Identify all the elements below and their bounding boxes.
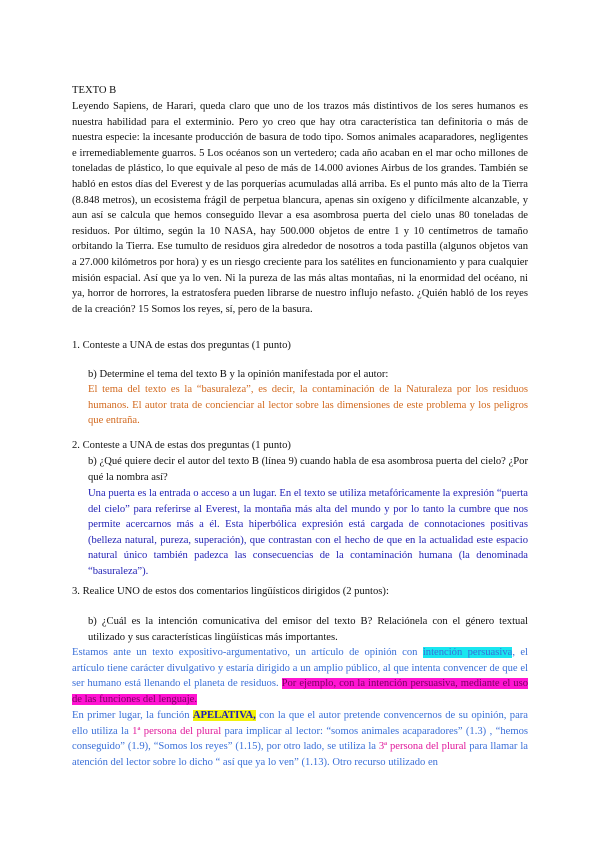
highlight-intencion-persuasiva: intención persuasiva <box>422 647 513 658</box>
p2-text-a: En primer lugar, la función <box>72 710 193 721</box>
p1-text-b: , el artículo tiene carácter divulgativo y estaría dirigido a un amplio público, al que intenta convencer de que el ser humano está llenando el planeta de residuos. <box>72 647 528 690</box>
question-3-answer-paragraph-1 <box>72 645 528 707</box>
question-1-heading: 1. Conteste a UNA de estas dos preguntas (1 punto) <box>72 340 291 351</box>
p1-text-a: Estamos ante un texto expositivo-argumentativo, un artículo de opinión con <box>72 647 423 658</box>
p2-text-b: con la que el autor pretende convencernos de su opinión, para ello utiliza la <box>72 710 528 737</box>
p2-text-c: para implicar al lector: “somos animales acaparadores” (1.3) , “hemos conseguido” (1.9), “Somos los reyes” (1.15), por otro lado, se utiliza la <box>72 725 528 753</box>
texto-b-body: Leyendo Sapiens, de Harari, queda claro que uno de los trazos más distintivos de los seres humanos es nuestra habilidad para el exterminio. Pero yo creo que hay otra característica tan definitoria o más de nuestra especie: la incesante producción de basura de todo tipo. Somos animales acaparadores, negligentes e irremediablemente guarros. 5 Los océanos son un vertedero; cada año acaban en el mar ocho millones de toneladas de plástico, lo que equivale al peso de más de 14.000 aviones Airbus de los grandes. También se habló en estos días del Everest y de las porquerías acumuladas allá arriba. Es el punto más alto de la Tierra (8.848 metros), un ecosistema frágil de perpetua blancura, apenas sin oxígeno y difícilmente alcanzable, y aun así se calcula que hemos conseguido llevar a esa asombrosa puerta del cielo unas 80 toneladas de residuos. Por último, según la 10 NASA, hay 500.000 objetos de entre 1 y 10 centímetros de tamaño orbitando la Tierra. Ese tumulto de residuos gira alrededor de nosotros a toda pastilla (algunos objetos van a 27.000 kilómetros por hora) y es un riesgo creciente para los satélites en funcionamiento y para cualquier misión espacial. Así que ya lo ven. Ni la pureza de las más altas montañas, ni la enormidad del océano, ni ya, horror de horrores, la estratosfera pueden librarse de nuestro influjo nefasto. ¿Quién habló de los reyes de la creación? 15 Somos los reyes, sí, pero de la basura. <box>72 101 528 315</box>
highlight-magenta-note: Por ejemplo, con la intención persuasiva, mediante el uso de las funciones del lenguaje. <box>72 678 528 705</box>
pink-primera-persona-plural: 1ª persona del plural <box>132 725 222 737</box>
pink-tercera-persona-plural: 3ª persona del plural <box>378 741 467 753</box>
highlight-apelativa: APELATIVA, <box>192 710 256 721</box>
question-3-heading: 3. Realice UNO de estos dos comentarios lingüísticos dirigidos (2 puntos): <box>72 586 389 597</box>
question-1-prompt: b) Determine el tema del texto B y la opinión manifestada por el autor: <box>88 369 389 380</box>
texto-b-heading: TEXTO B <box>72 85 117 96</box>
question-2-answer: Una puerta es la entrada o acceso a un lugar. En el texto se utiliza metafóricamente la expresión “puerta del cielo” para referirse al Everest, la montaña más alta del mundo y por lo tanto la cumbre que nos permite acercarnos más a él. Esta hiperbólica expresión está cargada de connotaciones positivas (belleza natural, pureza, superación), que contrastan con el hecho de que en la actualidad este espacio natural único también padezca las consecuencias de la contaminación humana (la denominada “basuraleza”). <box>88 488 528 577</box>
question-1-answer: El tema del texto es la “basuraleza”, es decir, la contaminación de la Naturaleza por los residuos humanos. El autor trata de concienciar al lector sobre las dimensiones de este problema y los peligros que entraña. <box>88 384 528 427</box>
question-3-answer-paragraph-2 <box>72 708 528 770</box>
question-2-prompt: b) ¿Qué quiere decir el autor del texto B (línea 9) cuando habla de esa asombrosa puerta del cielo? ¿Por qué la nombra así? <box>88 456 528 483</box>
p2-text-d: para llamar la atención del lector sobre lo dicho “ así que ya lo ven” (1.13). Otro recurso utilizado en <box>72 741 528 768</box>
question-2-heading: 2. Conteste a UNA de estas dos preguntas (1 punto) <box>72 440 291 451</box>
question-3-prompt: b) ¿Cuál es la intención comunicativa del emisor del texto B? Relaciónela con el género textual utilizado y sus características lingüísticas más importantes. <box>88 616 528 643</box>
